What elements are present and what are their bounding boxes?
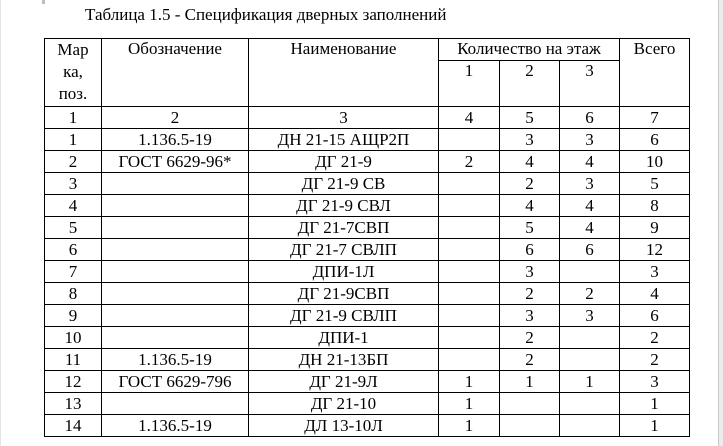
header-floor: 1: [439, 61, 500, 107]
table-row: [45, 239, 690, 261]
cell-mark: 4: [45, 195, 102, 217]
cell-floor-2: 2: [500, 283, 560, 305]
page-left-edge: [0, 0, 1, 446]
cell-mark: 14: [45, 415, 102, 437]
header-floor: 2: [500, 61, 560, 107]
cell-floor-1: [439, 349, 500, 371]
header-mark-line: ка,: [63, 62, 83, 81]
table-row: [45, 415, 690, 437]
cell-designation: 1.136.5-19: [102, 129, 249, 151]
cell-mark: 1: [45, 129, 102, 151]
cell-name: ДГ 21-9Л: [249, 371, 439, 393]
cell-name: ДГ 21-10: [249, 393, 439, 415]
cell-floor-3: 3: [560, 305, 620, 327]
cell-floor-1: [439, 129, 500, 151]
table-row: [45, 195, 690, 217]
table-row: [45, 371, 690, 393]
table-row: [45, 283, 690, 305]
cell-floor-2: 3: [500, 305, 560, 327]
door-specification-table: [44, 38, 690, 437]
cell-mark: 2: [45, 151, 102, 173]
table-row: [45, 349, 690, 371]
cell-mark: 8: [45, 283, 102, 305]
cell-name: ДГ 21-9 СВЛ: [249, 195, 439, 217]
header-mark-line: поз.: [58, 84, 88, 103]
cell-name: ДГ 21-7СВП: [249, 217, 439, 239]
cell-mark: 12: [45, 371, 102, 393]
cell-floor-3: [560, 349, 620, 371]
cell-total: 2: [620, 349, 690, 371]
cell-total: 8: [620, 195, 690, 217]
cell-total: 1: [620, 393, 690, 415]
cell-floor-2: 4: [500, 151, 560, 173]
cell-floor-2: 3: [500, 129, 560, 151]
header-row: [45, 39, 690, 61]
cell-designation: [102, 173, 249, 195]
cell-mark: 6: [45, 239, 102, 261]
table-row: [45, 261, 690, 283]
column-number: 6: [560, 107, 620, 129]
column-number: 2: [102, 107, 249, 129]
cell-floor-1: [439, 305, 500, 327]
cell-floor-1: [439, 173, 500, 195]
cell-floor-3: 4: [560, 217, 620, 239]
column-number: 4: [439, 107, 500, 129]
column-number: 1: [45, 107, 102, 129]
cell-designation: [102, 261, 249, 283]
cell-floor-1: [439, 327, 500, 349]
cell-floor-2: 4: [500, 195, 560, 217]
table-body: [45, 129, 690, 437]
header-designation: Обозначение: [102, 39, 249, 107]
cell-total: 9: [620, 217, 690, 239]
cell-total: 6: [620, 305, 690, 327]
cell-floor-3: 3: [560, 129, 620, 151]
cell-designation: [102, 327, 249, 349]
column-number-row: [45, 107, 690, 129]
cell-total: 4: [620, 283, 690, 305]
cell-floor-1: [439, 283, 500, 305]
header-total: Всего: [620, 39, 690, 107]
cell-mark: 11: [45, 349, 102, 371]
table-row: [45, 129, 690, 151]
table-row: [45, 217, 690, 239]
cell-name: ДГ 21-9СВП: [249, 283, 439, 305]
table-row: [45, 305, 690, 327]
cell-total: 6: [620, 129, 690, 151]
cell-floor-2: 2: [500, 349, 560, 371]
cell-floor-1: 1: [439, 393, 500, 415]
cell-name: ДН 21-13БП: [249, 349, 439, 371]
cell-floor-1: 1: [439, 415, 500, 437]
cell-floor-2: [500, 393, 560, 415]
cell-floor-3: 1: [560, 371, 620, 393]
cell-designation: [102, 393, 249, 415]
cell-total: 2: [620, 327, 690, 349]
cell-mark: 9: [45, 305, 102, 327]
header-mark: [45, 39, 102, 107]
column-number: 3: [249, 107, 439, 129]
cell-mark: 10: [45, 327, 102, 349]
cell-floor-2: 2: [500, 327, 560, 349]
cell-floor-1: [439, 261, 500, 283]
cell-name: ДГ 21-9 СВЛП: [249, 305, 439, 327]
cell-name: ДГ 21-7 СВЛП: [249, 239, 439, 261]
cell-floor-1: 1: [439, 371, 500, 393]
cell-floor-3: [560, 393, 620, 415]
header-name: Наименование: [249, 39, 439, 107]
cell-mark: 13: [45, 393, 102, 415]
cell-floor-3: 6: [560, 239, 620, 261]
cell-designation: 1.136.5-19: [102, 349, 249, 371]
cell-total: 1: [620, 415, 690, 437]
cell-name: ДПИ-1: [249, 327, 439, 349]
cell-mark: 5: [45, 217, 102, 239]
cell-floor-3: 4: [560, 195, 620, 217]
cell-floor-3: [560, 415, 620, 437]
cell-floor-3: 2: [560, 283, 620, 305]
cell-floor-2: [500, 415, 560, 437]
table-row: [45, 327, 690, 349]
cell-designation: [102, 217, 249, 239]
cell-floor-2: 1: [500, 371, 560, 393]
cell-floor-1: [439, 217, 500, 239]
table-caption: Таблица 1.5 - Спецификация дверных заполнений: [85, 5, 447, 24]
cell-floor-1: [439, 239, 500, 261]
table-row: [45, 173, 690, 195]
cell-name: ДГ 21-9 СВ: [249, 173, 439, 195]
cell-floor-2: 5: [500, 217, 560, 239]
cell-total: 3: [620, 371, 690, 393]
cell-designation: [102, 305, 249, 327]
cell-floor-2: 2: [500, 173, 560, 195]
cell-mark: 7: [45, 261, 102, 283]
column-number: 7: [620, 107, 690, 129]
column-number: 5: [500, 107, 560, 129]
cell-floor-2: 6: [500, 239, 560, 261]
header-mark-line: Мар: [57, 40, 89, 59]
cell-name: ДПИ-1Л: [249, 261, 439, 283]
cell-floor-3: 4: [560, 151, 620, 173]
cell-name: ДГ 21-9: [249, 151, 439, 173]
cell-designation: [102, 239, 249, 261]
cell-floor-3: [560, 327, 620, 349]
cell-total: 3: [620, 261, 690, 283]
cell-floor-1: [439, 195, 500, 217]
cell-designation: [102, 195, 249, 217]
cell-floor-3: [560, 261, 620, 283]
header-qty-per-floor: Количество на этаж: [439, 39, 620, 61]
cell-designation: [102, 283, 249, 305]
cell-total: 5: [620, 173, 690, 195]
header-floor: 3: [560, 61, 620, 107]
table-row: [45, 151, 690, 173]
cell-floor-1: 2: [439, 151, 500, 173]
cell-designation: 1.136.5-19: [102, 415, 249, 437]
cell-name: ДН 21-15 АЩР2П: [249, 129, 439, 151]
cell-total: 12: [620, 239, 690, 261]
cell-mark: 3: [45, 173, 102, 195]
cell-total: 10: [620, 151, 690, 173]
cell-name: ДЛ 13-10Л: [249, 415, 439, 437]
page-corner-mark: [42, 0, 45, 4]
cell-floor-2: 3: [500, 261, 560, 283]
page-right-margin: [719, 0, 723, 446]
cell-designation: ГОСТ 6629-796: [102, 371, 249, 393]
table-row: [45, 393, 690, 415]
cell-floor-3: 3: [560, 173, 620, 195]
cell-designation: ГОСТ 6629-96*: [102, 151, 249, 173]
